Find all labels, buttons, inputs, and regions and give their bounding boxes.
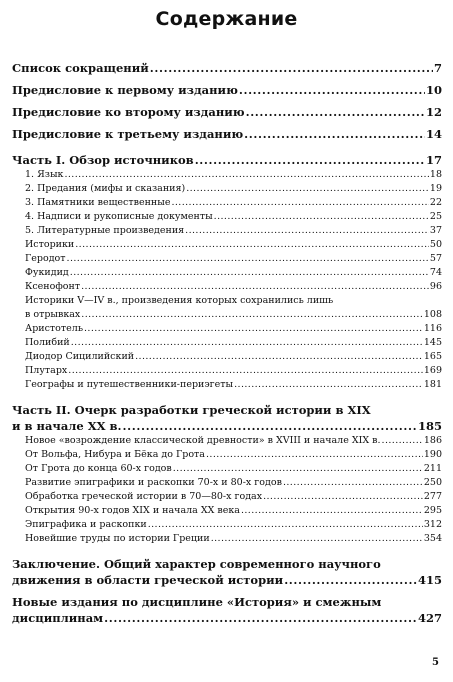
toc-subentry xyxy=(12,252,442,266)
toc-subentry xyxy=(12,308,442,322)
toc-subentry xyxy=(12,448,442,462)
toc-entry-label: Географы и путешественники-периэгеты xyxy=(25,379,234,390)
toc-entry xyxy=(12,60,442,76)
toc-subentry xyxy=(12,434,442,448)
toc-entry-label: Новейшие труды по истории Греции xyxy=(25,533,210,544)
leader-dots xyxy=(68,364,423,378)
toc-entry-label: Фукидид xyxy=(25,267,69,278)
toc-entry-label: От Вольфа, Нибура и Бёка до Грота xyxy=(25,449,205,460)
toc-entry-label: 1. Язык xyxy=(25,169,64,180)
toc-entry-part xyxy=(12,418,442,434)
toc-subentry xyxy=(12,504,442,518)
leader-dots xyxy=(241,504,423,518)
leader-dots xyxy=(81,280,429,294)
leader-dots xyxy=(185,224,429,238)
toc-entry-label: Предисловие к первому изданию xyxy=(12,83,238,97)
toc-entry-label: 5. Литературные произведения xyxy=(25,225,185,236)
leader-dots xyxy=(234,378,423,392)
toc-entry-page: 50 xyxy=(429,239,442,250)
toc-entry-page: 14 xyxy=(425,127,442,141)
toc-entry-page: 57 xyxy=(429,253,442,264)
toc-entry-page: 277 xyxy=(423,491,442,502)
toc-entry-label: Аристотель xyxy=(25,323,83,334)
toc-entry-label: дисциплинам xyxy=(12,611,104,625)
toc-entry-label: Часть I. Обзор источников xyxy=(12,153,194,167)
toc-entry xyxy=(12,572,442,588)
leader-dots xyxy=(284,572,417,588)
leader-dots xyxy=(214,210,429,224)
toc-entry-page: 211 xyxy=(423,463,442,474)
toc-entry-label: 4. Надписи и рукописные документы xyxy=(25,211,213,222)
leader-dots xyxy=(211,532,423,546)
toc-entry-label: 3. Памятники вещественные xyxy=(25,197,171,208)
toc-entry-page: 295 xyxy=(423,505,442,516)
leader-dots xyxy=(75,238,429,252)
toc-entry-page: 19 xyxy=(429,183,442,194)
leader-dots xyxy=(206,448,423,462)
toc-subentry xyxy=(12,238,442,252)
leader-dots xyxy=(239,82,425,98)
toc-entry-page: 96 xyxy=(429,281,442,292)
toc-entry-page: 22 xyxy=(429,197,442,208)
toc-entry-label: 2. Предания (мифы и сказания) xyxy=(25,183,186,194)
toc-entry-label: Диодор Сицилийский xyxy=(25,351,135,362)
toc-entry-label-line1: Часть II. Очерк разработки греческой истории в XIX xyxy=(12,403,371,417)
toc-entry-page: 18 xyxy=(429,169,442,180)
toc-entry-page: 415 xyxy=(417,573,442,587)
leader-dots xyxy=(186,182,429,196)
toc-subentry xyxy=(12,210,442,224)
leader-dots xyxy=(104,610,417,626)
toc-subentry xyxy=(12,532,442,546)
toc-entry-label: Полибий xyxy=(25,337,70,348)
toc-entry-page: 354 xyxy=(423,533,442,544)
toc-entry-page: 108 xyxy=(423,309,442,320)
toc-entry-label-line1: Новые издания по дисциплине «История» и смежным xyxy=(12,595,382,609)
toc-entry-page: 25 xyxy=(429,211,442,222)
toc-entry-page: 186 xyxy=(423,435,442,446)
leader-dots xyxy=(150,60,433,76)
toc-subentry xyxy=(12,168,442,182)
toc-entry-page: 74 xyxy=(429,267,442,278)
toc-entry-page: 312 xyxy=(423,519,442,530)
toc-entry xyxy=(12,104,442,120)
leader-dots xyxy=(171,196,428,210)
leader-dots xyxy=(67,252,429,266)
toc-subentry xyxy=(12,266,442,280)
toc-entry-label: Предисловие к третьему изданию xyxy=(12,127,244,141)
toc-entry-label: Плутарх xyxy=(25,365,68,376)
leader-dots xyxy=(195,152,425,168)
toc-subentry xyxy=(12,336,442,350)
toc-entry xyxy=(12,126,442,142)
leader-dots xyxy=(123,418,417,434)
toc-subentry-multiline xyxy=(12,294,442,322)
leader-dots xyxy=(263,490,423,504)
toc-entry-page: 116 xyxy=(423,323,442,334)
toc-entry-page: 427 xyxy=(417,611,442,625)
toc-entry-label: Геродот xyxy=(25,253,66,264)
toc-entry-label: и в начале XX в. xyxy=(12,419,122,433)
toc-subentry xyxy=(12,182,442,196)
leader-dots xyxy=(246,104,425,120)
toc-entry-label: Предисловие ко второму изданию xyxy=(12,105,245,119)
leader-dots xyxy=(64,168,428,182)
toc-subentry xyxy=(12,350,442,364)
leader-dots xyxy=(70,266,429,280)
toc-entry-label: в отрывках xyxy=(25,309,81,320)
toc-entry-page: 250 xyxy=(423,477,442,488)
toc-entry-label: Новое «возрождение классической древности» в XVIII и начале XIX в. xyxy=(25,435,381,446)
toc-entry-page: 10 xyxy=(425,83,442,97)
toc-subentry xyxy=(12,378,442,392)
toc-subentry xyxy=(12,364,442,378)
toc-entry-label: Обработка греческой истории в 70—80-х годах xyxy=(25,491,263,502)
toc-entry xyxy=(12,82,442,98)
toc-entry-label-line1: Историки V—IV в., произведения которых сохранились лишь xyxy=(25,295,334,306)
toc-entry-page: 190 xyxy=(423,449,442,460)
toc-entry-label: Открытия 90-х годов XIX и начала XX века xyxy=(25,505,240,516)
toc-entry-page: 17 xyxy=(425,153,442,167)
toc-entry-page: 169 xyxy=(423,365,442,376)
toc-entry-page: 181 xyxy=(423,379,442,390)
toc-entry-part-multiline xyxy=(12,402,442,434)
toc-entry-label: Развитие эпиграфики и раскопки 70-х и 80-х годов xyxy=(25,477,282,488)
toc-entry-page: 7 xyxy=(433,61,442,75)
toc-subentry xyxy=(12,224,442,238)
toc-subentry xyxy=(12,196,442,210)
toc-subentry xyxy=(12,518,442,532)
toc-entry-part xyxy=(12,152,442,168)
toc-entry-label: Историки xyxy=(25,239,75,250)
leader-dots xyxy=(173,462,423,476)
toc-subentry xyxy=(12,322,442,336)
toc-entry-multiline xyxy=(12,594,442,626)
leader-dots xyxy=(283,476,423,490)
page-title: Содержание xyxy=(155,8,298,30)
leader-dots xyxy=(81,308,423,322)
toc-entry-page: 165 xyxy=(423,351,442,362)
toc-entry-label: движения в области греческой истории xyxy=(12,573,284,587)
leader-dots xyxy=(148,518,423,532)
toc-entry-label: Ксенофонт xyxy=(25,281,81,292)
toc-entry-label-line1: Заключение. Общий характер современного научного xyxy=(12,557,381,571)
leader-dots xyxy=(382,434,423,448)
leader-dots xyxy=(84,322,423,336)
page-number: 5 xyxy=(432,657,439,668)
toc-entry-page: 12 xyxy=(425,105,442,119)
leader-dots xyxy=(244,126,425,142)
table-of-contents xyxy=(12,60,442,626)
toc-subentry xyxy=(12,462,442,476)
toc-entry-label: Список сокращений xyxy=(12,61,149,75)
toc-entry-label: Эпиграфика и раскопки xyxy=(25,519,147,530)
toc-entry-page: 37 xyxy=(429,225,442,236)
toc-entry-label: От Грота до конца 60-х годов xyxy=(25,463,172,474)
toc-entry xyxy=(12,610,442,626)
toc-subentry xyxy=(12,490,442,504)
leader-dots xyxy=(71,336,423,350)
leader-dots xyxy=(135,350,423,364)
toc-subentry xyxy=(12,476,442,490)
toc-entry-page: 185 xyxy=(417,419,442,433)
toc-entry-multiline xyxy=(12,556,442,588)
toc-subentry xyxy=(12,280,442,294)
toc-entry-page: 145 xyxy=(423,337,442,348)
